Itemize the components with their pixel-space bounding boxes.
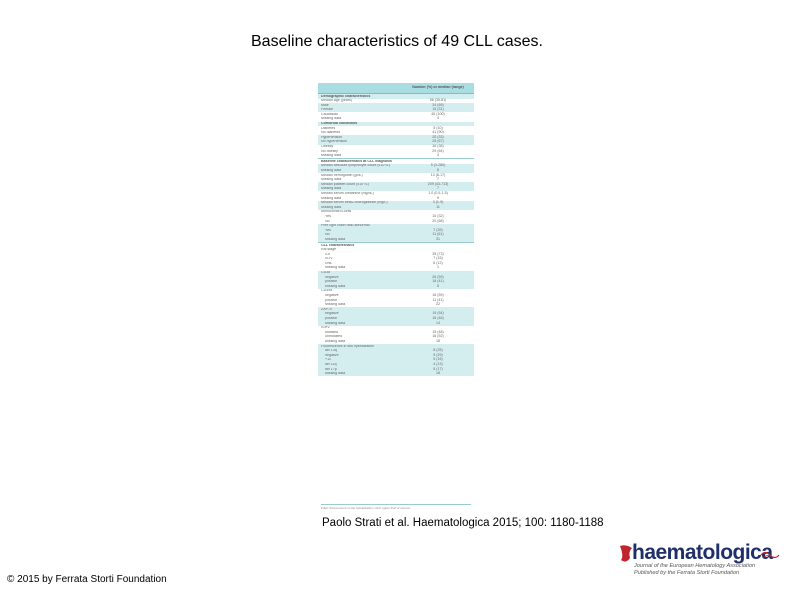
table-row [318,330,474,335]
row-value: 7 (15) [433,256,443,261]
row-value: 11 (61) [432,232,444,237]
row-label: Missing data [325,372,346,376]
row-value: 16 (46) [432,316,444,320]
row-label: Missing data [325,284,346,288]
row-value: 7 [437,186,439,191]
row-value: 13 (8-17) [430,172,446,177]
row-value: 11 [436,204,440,209]
row-label: Diabetes [321,126,336,130]
table-row [318,103,474,108]
table-row [318,252,474,257]
row-label: negative [325,353,339,357]
row-value: 4 [437,153,439,158]
table-header-value: Number (%) or median (range) [412,85,464,90]
row-label: negative [325,312,339,316]
table-row [318,335,474,340]
row-label: Missing data [325,266,346,270]
row-label: Missing data [321,196,342,200]
row-label: Female [321,108,333,112]
row-label: Fluorescence in situ hybridization [321,344,375,348]
row-label: Missing data [321,205,342,209]
row-label: Missing data [321,169,342,172]
row-value: 29 (64) [432,148,444,153]
row-label: No hypertension [321,140,348,144]
row-value: 20 (68) [432,218,444,223]
row-label: Rai stage [321,248,337,252]
row-value: 209 (43-713) [427,181,449,186]
row-value: 25 (67) [432,139,444,144]
table-row [318,182,474,187]
row-label: Missing data [325,321,346,325]
table-row [318,353,474,358]
row-value: 35 (73) [432,251,444,256]
row-value: 31 [436,236,440,241]
row-label: CLL characteristics [321,243,355,247]
row-value: 1 [437,265,439,270]
row-label: negative [325,275,339,279]
row-value: 6 [437,168,439,172]
table-row [318,191,474,196]
table-row [318,201,474,206]
row-value: 4 (13) [433,361,443,366]
row-value: 10 (32) [432,213,444,218]
table-row [318,358,474,363]
table-row [318,303,474,308]
row-value: 45 (100) [431,111,445,116]
copyright: © 2015 by Ferrata Storti Foundation [7,574,167,585]
table-row [318,112,474,117]
row-value: 18 [436,371,440,376]
row-value: 11 (41) [432,297,444,302]
row-label: Median platelet count (x10⁹/L) [321,182,369,186]
row-value: 15 (48) [432,329,444,334]
row-label: mutated [325,330,338,334]
row-label: Free light chain ratio abnormal [321,224,370,228]
row-value: 3 (1-9) [432,200,444,205]
row-label: Obesity [321,145,334,149]
logo-tagline-line1: Journal of the European Hematology Association [634,563,756,569]
row-value: 15 (31) [432,107,444,112]
row-value: 7 (39) [433,227,443,232]
row-label: del 11q [325,362,337,366]
row-value: 5 (17) [433,366,443,371]
table-row [318,298,474,303]
table-row [318,219,474,224]
row-label: Missing data [321,154,342,158]
row-label: +12 [325,358,332,362]
haematologica-logo [612,541,790,581]
table-row [318,349,474,354]
row-label: negative [325,294,339,298]
logo-name: haematologica [632,541,773,564]
row-label: No [325,233,330,237]
table-row [318,228,474,233]
logo-tagline [634,563,784,577]
row-label: Missing data [321,178,342,182]
table-row [318,294,474,299]
row-label: Median hemoglobin (g/dL) [321,173,363,177]
row-value: 16 (36) [432,144,444,149]
row-label: Male [321,103,329,107]
table-row [318,321,474,326]
table-row [318,266,474,271]
row-label: Missing data [325,237,346,241]
table-row [318,149,474,154]
table-row [318,117,474,122]
table-row [318,99,474,104]
row-label: Caucasian [321,112,338,116]
row-value: 19 (54) [432,311,444,316]
table-row [318,372,474,377]
row-value: 5 (10) [433,125,443,130]
row-label: IGHV [321,326,330,330]
table-body [318,94,474,376]
table-footnote: FISH: fluorescence in situ hybridization; ULN: upper limit of normal. [321,504,471,510]
row-label: Median absolute lymphocyte count (x10⁹/L) [321,164,391,168]
table-row [318,135,474,140]
row-label: Yes [325,228,331,232]
row-value: 6 (12) [433,260,443,265]
table-row [318,275,474,280]
table-row [318,126,474,131]
row-label: 0-II [325,252,331,256]
row-label: Median age (years) [321,99,352,103]
row-value: 9 (29) [433,352,443,357]
row-label: del 13q [325,349,337,353]
table-row [318,164,474,169]
row-label: Demographic characteristics [321,94,371,98]
row-label: Hypertension [321,135,343,139]
table-row [318,280,474,285]
table-row [318,145,474,150]
row-value: 22 [436,302,440,307]
row-label: CD49d [321,289,333,293]
row-value: 26 (59) [432,274,444,279]
row-value: 16 (59) [432,293,444,298]
table-row [318,367,474,372]
citation: Paolo Strati et al. Haematologica 2015; 100: 1180-1188 [322,517,604,529]
row-label: Median serum beta2-microglobulin (mg/L) [321,201,388,205]
table-row [318,173,474,178]
table-row [318,169,474,174]
row-value: 9 [437,195,439,200]
table-row [318,261,474,266]
row-value: 4 [437,116,439,121]
table-row [318,131,474,136]
row-value: 34 (69) [432,102,444,107]
row-value: 5 (16) [433,357,443,362]
row-label: Baseline characteristics at CLL diagnosis [321,159,393,163]
table-row [318,154,474,159]
table-row [318,237,474,242]
row-label: III-IV [325,257,333,261]
table-row [318,233,474,238]
table-header [318,83,474,94]
row-value: 7 [437,177,439,182]
table-row [318,214,474,219]
row-label: positive [325,298,338,302]
row-value: 14 [436,320,440,325]
table-row [318,205,474,210]
row-label: Median serum creatinine (mg/dL) [321,191,374,195]
row-value: 5 (3-280) [430,163,446,168]
table-row [318,108,474,113]
table-row [318,140,474,145]
row-label: No [325,219,330,223]
row-label: Missing data [321,187,342,191]
row-label: positive [325,317,338,320]
row-label: Monoclonal B-cells [321,210,352,214]
row-label: Missing data [325,339,346,343]
row-label: positive [325,280,338,284]
row-label: Missing data [325,303,346,307]
table-row [318,196,474,201]
row-label: Comorbid conditions [321,122,358,126]
table-row [318,312,474,317]
row-label: ZAP70 [321,307,332,311]
row-value: 18 [436,338,440,343]
row-value: 18 (41) [432,279,444,284]
logo-flourish-icon [760,549,780,561]
table-row [318,362,474,367]
table-row [318,178,474,183]
table-row [318,317,474,322]
row-value: 56 (35-81) [429,98,447,103]
table-row [318,257,474,262]
row-label: No obesity [321,149,338,153]
row-label: Missing data [321,117,342,121]
row-label: Yes [325,214,331,218]
table-row [318,284,474,289]
row-label: No diabetes [321,131,341,135]
row-label: del 17p [325,367,337,371]
logo-tagline-line2: Published by the Ferrata Storti Foundation [634,569,740,576]
table-row [318,339,474,344]
row-value: 1.0 (0.5-1.5) [428,190,448,195]
row-value: 41 (90) [432,130,444,135]
row-label: Unk. [325,261,333,265]
slide-title: Baseline characteristics of 49 CLL cases. [251,33,543,50]
row-value: 16 (52) [432,334,444,339]
row-label: CD38 [321,271,331,275]
baseline-table-image [318,83,474,513]
row-value: 8 (25) [433,348,443,353]
row-value: 5 [437,283,439,288]
row-label: unmutated [325,335,342,339]
table-row [318,187,474,192]
row-value: 20 (33) [432,134,444,139]
